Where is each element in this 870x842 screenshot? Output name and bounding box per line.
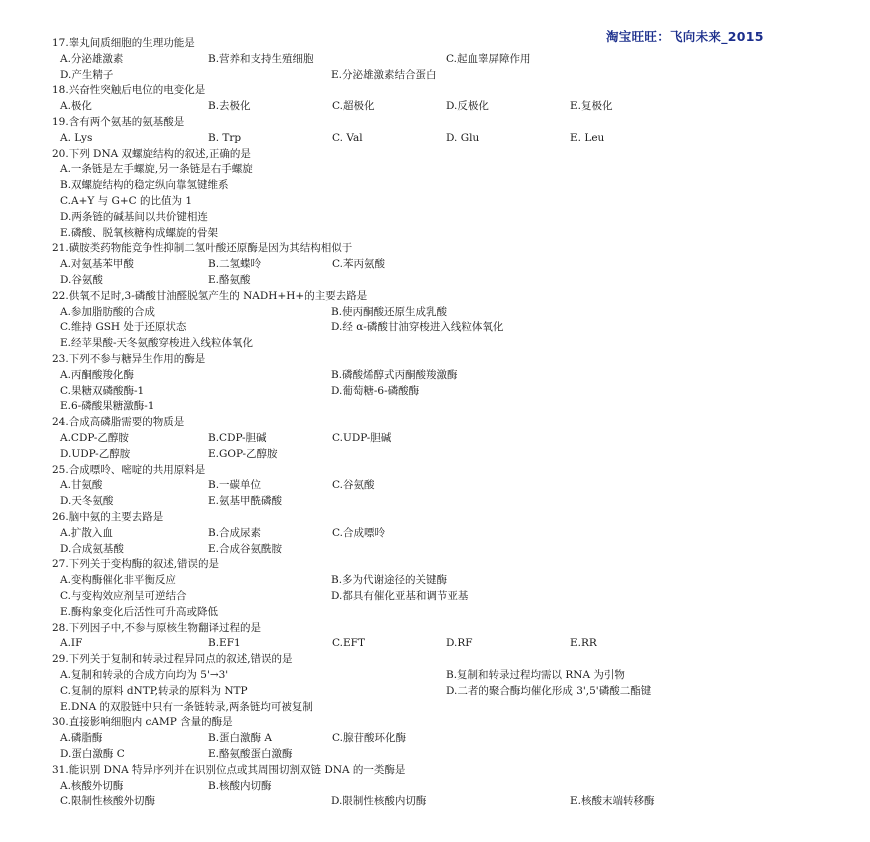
option-c: C.起血睾屏障作用: [446, 52, 531, 65]
option-b: B.蛋白激酶 A: [208, 732, 272, 745]
question-stem: 31.能识别 DNA 特异序列并在识别位点或其周围切割双链 DNA 的一类酶是: [52, 763, 406, 776]
option-b: B.磷酸烯醇式丙酮酸羧激酶: [331, 368, 458, 381]
option-b: B.EF1: [208, 637, 241, 650]
question-stem: 20.下列 DNA 双螺旋结构的叙述,正确的是: [52, 147, 251, 160]
option-c: C.A+Y 与 G+C 的比值为 1: [60, 195, 193, 207]
question-stem: 18.兴奋性突触后电位的电变化是: [52, 84, 206, 97]
option-a: A.一条链是左手螺旋,另一条链是右手螺旋: [60, 163, 253, 176]
option-c: C.复制的原料 dNTP,转录的原料为 NTP: [60, 684, 248, 697]
question-stem: 19.含有两个氨基的氨基酸是: [52, 116, 185, 128]
option-e: E.RR: [570, 637, 597, 650]
option-e: E.合成谷氨酰胺: [208, 542, 283, 555]
option-c: C.维持 GSH 处于还原状态: [60, 321, 187, 334]
option-a: A.核酸外切酶: [60, 779, 124, 792]
option-e: E.GOP-乙醇胺: [208, 447, 278, 460]
option-a: A.甘氨酸: [60, 479, 103, 492]
option-a: A.CDP-乙醇胺: [60, 432, 129, 444]
option-e: E.分泌雄激素结合蛋白: [331, 68, 437, 81]
option-e: E.经苹果酸-天冬氨酸穿梭进入线粒体氧化: [60, 337, 254, 350]
watermark-header: 淘宝旺旺：飞向未来_2015: [606, 29, 764, 44]
option-c: C. Val: [332, 131, 363, 144]
option-d: D.二者的聚合酶均催化形成 3',5'磷酸二酯键: [446, 684, 652, 697]
option-a: A.分泌雄激素: [60, 52, 124, 65]
option-c: C.苯丙氨酸: [332, 258, 385, 271]
option-b: B.双螺旋结构的稳定纵向靠氢键维系: [60, 179, 229, 192]
question-stem: 29.下列关于复制和转录过程异同点的叙述,错误的是: [52, 653, 293, 666]
question-stem: 26.脑中氨的主要去路是: [52, 511, 164, 523]
option-a: A.磷脂酶: [60, 732, 103, 745]
option-c: C.与变构效应剂呈可逆结合: [60, 590, 187, 602]
option-d: D.蛋白激酶 C: [60, 748, 125, 760]
option-a: A.扩散入血: [60, 526, 113, 539]
option-c: C.合成嘌呤: [332, 526, 385, 539]
option-b: B.一碳单位: [208, 479, 262, 492]
option-b: B. Trp: [208, 131, 242, 144]
option-b: B.二氢蝶呤: [208, 258, 262, 271]
question-stem: 30.直接影响细胞内 cAMP 含量的酶是: [52, 716, 233, 729]
option-d: D.两条链的碱基间以共价键相连: [60, 210, 208, 223]
option-d: D.UDP-乙醇胺: [60, 447, 131, 460]
question-stem: 23.下列不参与糖异生作用的酶是: [52, 353, 206, 365]
option-a: A.极化: [60, 100, 92, 113]
option-c: C.EFT: [332, 637, 365, 650]
option-d: D.葡萄糖-6-磷酸酶: [331, 384, 420, 397]
option-a: A. Lys: [60, 131, 93, 144]
option-e: E. Leu: [570, 131, 605, 144]
option-c: C.限制性核酸外切酶: [60, 795, 155, 808]
option-b: B.营养和支持生殖细胞: [208, 52, 314, 65]
option-b: B.去极化: [208, 100, 251, 113]
question-stem: 25.合成嘌呤、嘧啶的共用原料是: [52, 463, 206, 476]
option-d: D.RF: [446, 637, 473, 650]
option-c: C.谷氨酸: [332, 479, 375, 492]
option-b: B.复制和转录过程均需以 RNA 为引物: [446, 669, 625, 681]
option-d: D.限制性核酸内切酶: [331, 795, 427, 808]
option-c: C.超极化: [332, 100, 375, 113]
option-e: E.酪氨酸蛋白激酶: [208, 748, 293, 760]
option-e: E.磷酸、脱氧核糖构成螺旋的骨架: [60, 226, 219, 239]
option-d: D.产生精子: [60, 68, 114, 81]
option-d: D.反极化: [446, 100, 489, 113]
option-d: D.天冬氨酸: [60, 495, 114, 508]
question-stem: 27.下列关于变构酶的叙述,错误的是: [52, 558, 220, 571]
option-a: A.IF: [60, 637, 83, 650]
option-d: D.合成氨基酸: [60, 542, 124, 555]
option-d: D.谷氨酸: [60, 274, 103, 286]
question-stem: 22.供氧不足时,3-磷酸甘油醛脱氢产生的 NADH+H+的主要去路是: [52, 289, 368, 302]
option-e: E.DNA 的双股链中只有一条链转录,两条链均可被复制: [60, 700, 313, 713]
option-b: B.合成尿素: [208, 526, 262, 539]
option-d: D. Glu: [446, 131, 480, 144]
option-d: D.经 α-磷酸甘油穿梭进入线粒体氧化: [331, 321, 504, 334]
option-b: B.使丙酮酸还原生成乳酸: [331, 305, 448, 318]
option-a: A.参加脂肪酸的合成: [60, 305, 155, 318]
option-c: C.果糖双磷酸酶-1: [60, 384, 145, 397]
question-stem: 28.下列因子中,不参与原核生物翻译过程的是: [52, 621, 262, 634]
option-b: B.核酸内切酶: [208, 779, 272, 792]
option-a: A.丙酮酸羧化酶: [60, 368, 134, 381]
option-c: C.UDP-胆碱: [332, 432, 392, 444]
option-c: C.腺苷酸环化酶: [332, 732, 406, 745]
option-a: A.复制和转录的合成方向均为 5'→3': [60, 669, 229, 681]
option-d: D.都具有催化亚基和调节亚基: [331, 590, 469, 602]
question-stem: 24.合成高磷脂需要的物质是: [52, 416, 185, 429]
option-e: E.酶构象变化后活性可升高或降低: [60, 605, 219, 618]
question-stem: 17.睾丸间质细胞的生理功能是: [52, 37, 195, 49]
option-e: E.氨基甲酰磷酸: [208, 495, 283, 508]
option-b: B.CDP-胆碱: [208, 432, 267, 444]
option-e: E.复极化: [570, 100, 613, 113]
option-a: A.对氨基苯甲酸: [60, 258, 134, 271]
option-e: E.6-磷酸果糖激酶-1: [60, 400, 155, 413]
question-stem: 21.磺胺类药物能竞争性抑制二氢叶酸还原酶是因为其结构相似于: [52, 242, 353, 255]
option-e: E.酪氨酸: [208, 274, 251, 286]
option-a: A.变构酶催化非平衡反应: [60, 574, 176, 587]
option-e: E.核酸末端转移酶: [570, 795, 655, 808]
option-b: B.多为代谢途径的关键酶: [331, 574, 448, 587]
